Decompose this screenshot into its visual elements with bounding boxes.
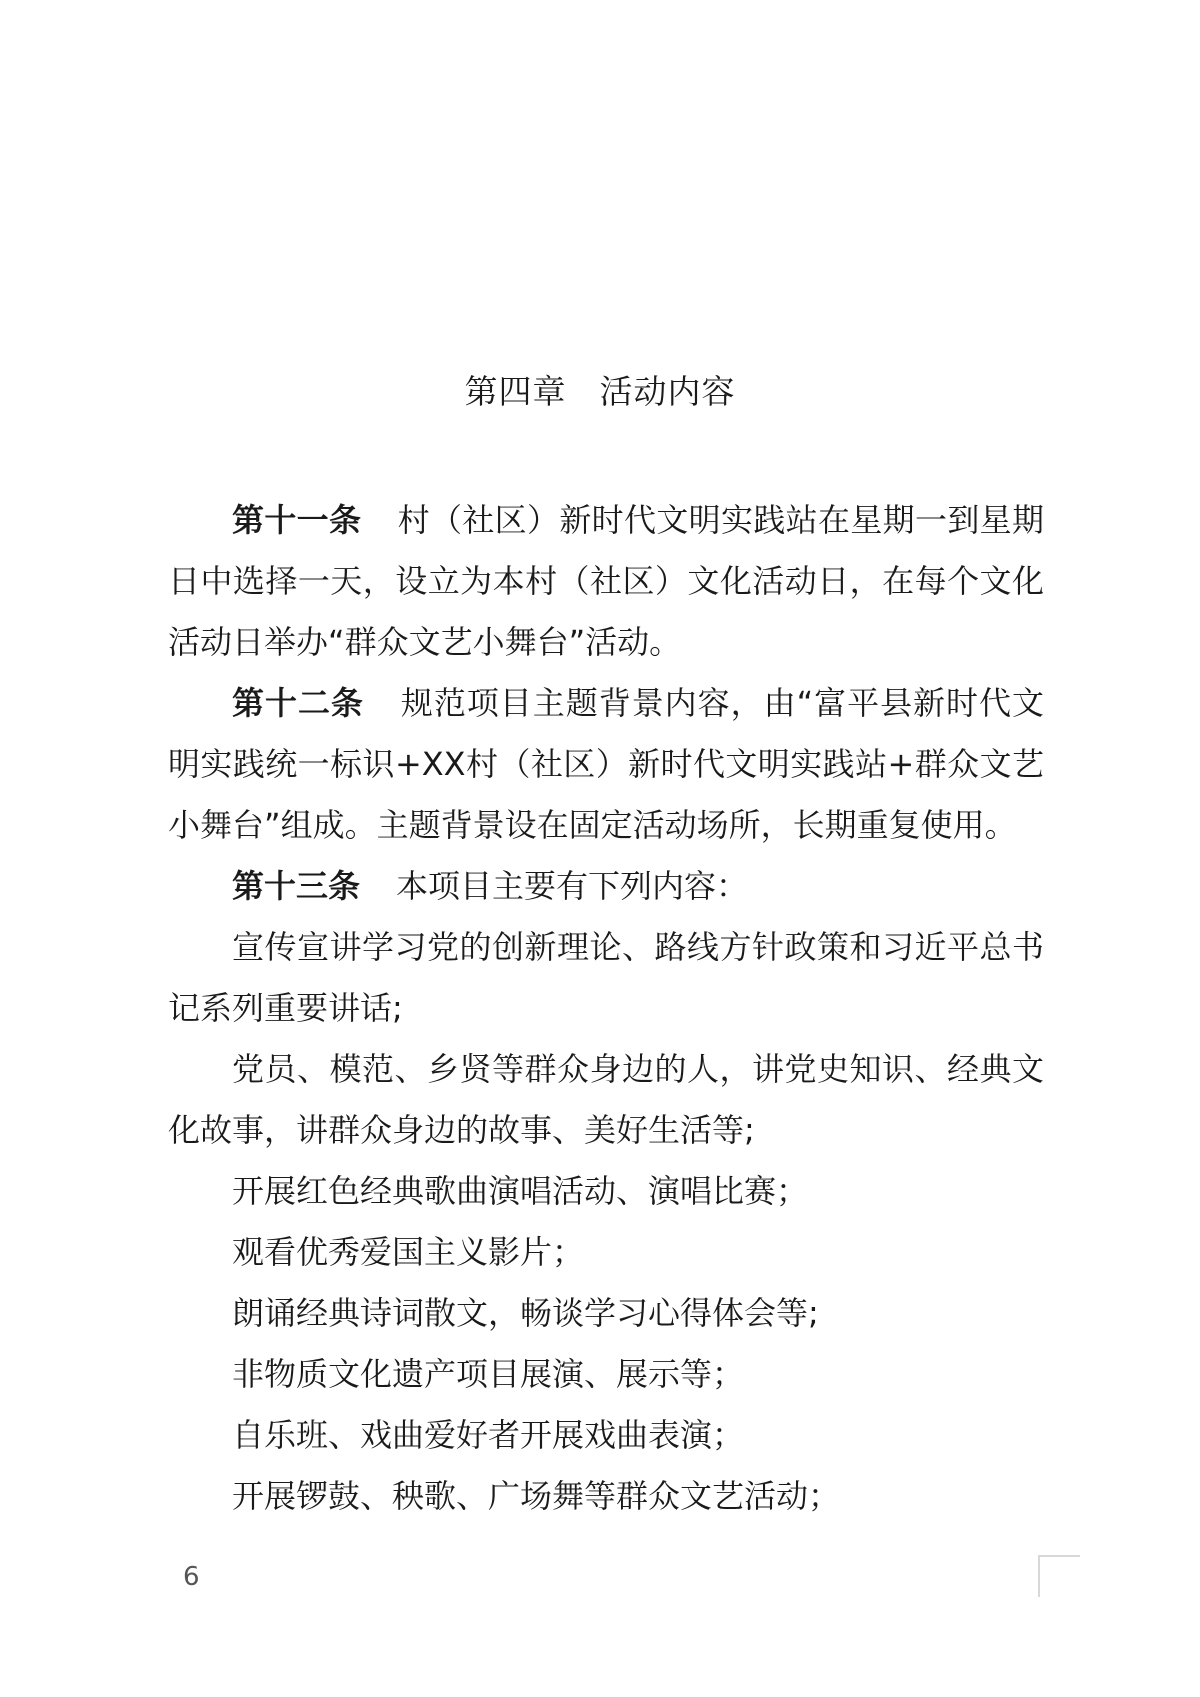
chapter-body [168, 490, 1044, 1527]
article-label: 第十一条 [232, 501, 362, 539]
chapter-name: 活动内容 [599, 372, 736, 411]
list-item: 开展红色经典歌曲演唱活动、演唱比赛； [232, 1172, 809, 1210]
list-item: 自乐班、戏曲爱好者开展戏曲表演； [232, 1416, 745, 1454]
article-paragraph [168, 673, 1044, 856]
article-text: 村（社区）新时代文明实践站在星期一到星期日中选择一天，设立为本村（社区）文化活动日，在每个文化活动日举办“群众文艺小舞台”活动。 [168, 501, 1044, 661]
article-text: 规范项目主题背景内容，由“富平县新时代文明实践统一标识+XX村（社区）新时代文明实践站+群众文艺小舞台”组成。主题背景设在固定活动场所，长期重复使用。 [168, 684, 1044, 844]
list-item: 非物质文化遗产项目展演、展示等； [232, 1355, 745, 1393]
list-item: 党员、模范、乡贤等群众身边的人，讲党史知识、经典文化故事，讲群众身边的故事、美好生活等; [168, 1050, 1044, 1149]
article-paragraph [168, 856, 1044, 917]
list-item: 朗诵经典诗词散文，畅谈学习心得体会等; [232, 1294, 819, 1332]
article-label: 第十二条 [232, 684, 364, 722]
list-item: 宣传宣讲学习党的创新理论、路线方针政策和习近平总书记系列重要讲话; [168, 928, 1044, 1027]
list-item: 观看优秀爱国主义影片； [232, 1233, 585, 1271]
chapter-number: 第四章 [464, 372, 567, 411]
page-number: 6 [183, 1562, 200, 1592]
crop-mark [1038, 1555, 1080, 1597]
article-text: 本项目主要有下列内容： [396, 867, 749, 905]
article-label: 第十三条 [232, 867, 361, 905]
chapter-heading [0, 370, 1200, 414]
article-paragraph [168, 490, 1044, 673]
list-item: 开展锣鼓、秧歌、广场舞等群众文艺活动； [232, 1477, 841, 1515]
